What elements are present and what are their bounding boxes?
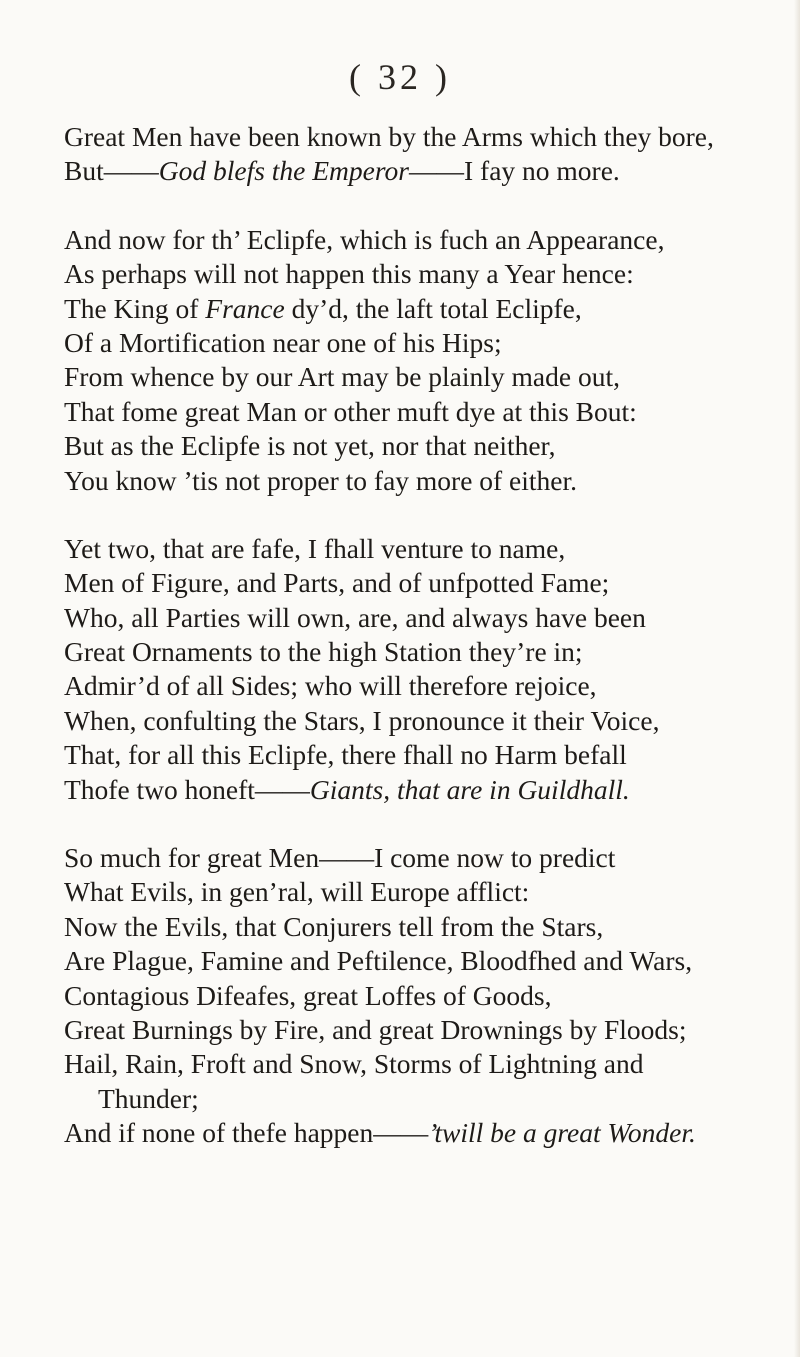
verse-line — [64, 738, 794, 772]
line-text: The King of — [64, 292, 206, 324]
line-text: As perhaps will not happen this many a Year hence: — [64, 258, 634, 290]
stanza — [64, 223, 794, 498]
italic-text: ’twill be a great Wonder. — [428, 1117, 696, 1149]
verse-line — [64, 1047, 794, 1081]
line-text: ——I fay no more. — [409, 155, 620, 187]
verse-line — [64, 944, 794, 978]
verse-line — [64, 223, 794, 257]
page-edge — [794, 0, 800, 1357]
stanza — [64, 120, 794, 189]
line-text: That, for all this Eclipfe, there fhall no Harm befall — [64, 739, 627, 771]
verse-line — [64, 566, 794, 600]
verse-line — [64, 601, 794, 635]
line-text: And now for th’ Eclipfe, which is fuch an Appearance, — [64, 223, 665, 255]
verse-line — [64, 1082, 794, 1116]
verse-line — [64, 154, 794, 188]
verse-line — [64, 1116, 794, 1150]
line-text: So much for great Men——I come now to predict — [64, 842, 616, 874]
verse-line — [64, 464, 794, 498]
verse-line — [64, 635, 794, 669]
verse-line — [64, 910, 794, 944]
page-number: ( 32 ) — [349, 57, 451, 97]
line-text: When, confulting the Stars, I pronounce it their Voice, — [64, 704, 660, 736]
line-text: But—— — [64, 155, 159, 187]
verse-line — [64, 257, 794, 291]
italic-text: Giants, that are in Guildhall. — [309, 773, 630, 805]
line-text: Great Burnings by Fire, and great Drownings by Floods; — [64, 1013, 687, 1045]
stanza — [64, 532, 794, 807]
verse-line — [64, 841, 794, 875]
line-text: Hail, Rain, Froft and Snow, Storms of Lightning and — [64, 1048, 644, 1080]
italic-text: France — [205, 292, 285, 324]
line-text: That fome great Man or other muft dye at this Bout: — [64, 395, 637, 427]
line-text: Now the Evils, that Conjurers tell from the Stars, — [64, 910, 604, 942]
line-text: What Evils, in gen’ral, will Europe afflict: — [64, 876, 530, 908]
line-text: From whence by our Art may be plainly made out, — [64, 361, 620, 393]
line-text: Great Ornaments to the high Station they’re in; — [64, 636, 583, 668]
line-text: Yet two, that are fafe, I fhall venture to name, — [64, 532, 566, 564]
line-text: Contagious Difeafes, great Loffes of Goods, — [64, 979, 552, 1011]
line-text: You know ’tis not proper to fay more of either. — [64, 464, 578, 496]
italic-text: God blefs the Emperor — [158, 155, 410, 187]
stanza-gap — [64, 807, 794, 841]
stanza — [64, 841, 794, 1151]
line-text: Great Men have been known by the Arms which they bore, — [64, 121, 714, 152]
line-text: Of a Mortification near one of his Hips; — [64, 326, 502, 358]
stanza-gap — [64, 189, 794, 223]
line-text: Thofe two honeft—— — [64, 773, 310, 805]
verse-line — [64, 292, 794, 326]
verse-line — [64, 979, 794, 1013]
verse-line — [64, 120, 794, 154]
stanza-gap — [64, 498, 794, 532]
verse-line — [64, 773, 794, 807]
verse-line — [64, 360, 794, 394]
line-text: Thunder; — [98, 1082, 199, 1114]
verse-line — [64, 395, 794, 429]
line-text: Who, all Parties will own, are, and always have been — [64, 601, 646, 633]
line-text: dy’d, the laft total Eclipfe, — [284, 292, 582, 324]
line-text: Men of Figure, and Parts, and of unfpotted Fame; — [64, 567, 610, 599]
line-text: And if none of thefe happen—— — [64, 1117, 429, 1149]
line-text: But as the Eclipfe is not yet, nor that neither, — [64, 430, 556, 462]
verse-line — [64, 326, 794, 360]
poem-text — [64, 120, 794, 1151]
verse-line — [64, 1013, 794, 1047]
verse-line — [64, 429, 794, 463]
line-text: Are Plague, Famine and Peftilence, Bloodfhed and Wars, — [64, 945, 693, 977]
verse-line — [64, 704, 794, 738]
verse-line — [64, 875, 794, 909]
line-text: Admir’d of all Sides; who will therefore rejoice, — [64, 670, 597, 702]
verse-line — [64, 669, 794, 703]
verse-line — [64, 532, 794, 566]
